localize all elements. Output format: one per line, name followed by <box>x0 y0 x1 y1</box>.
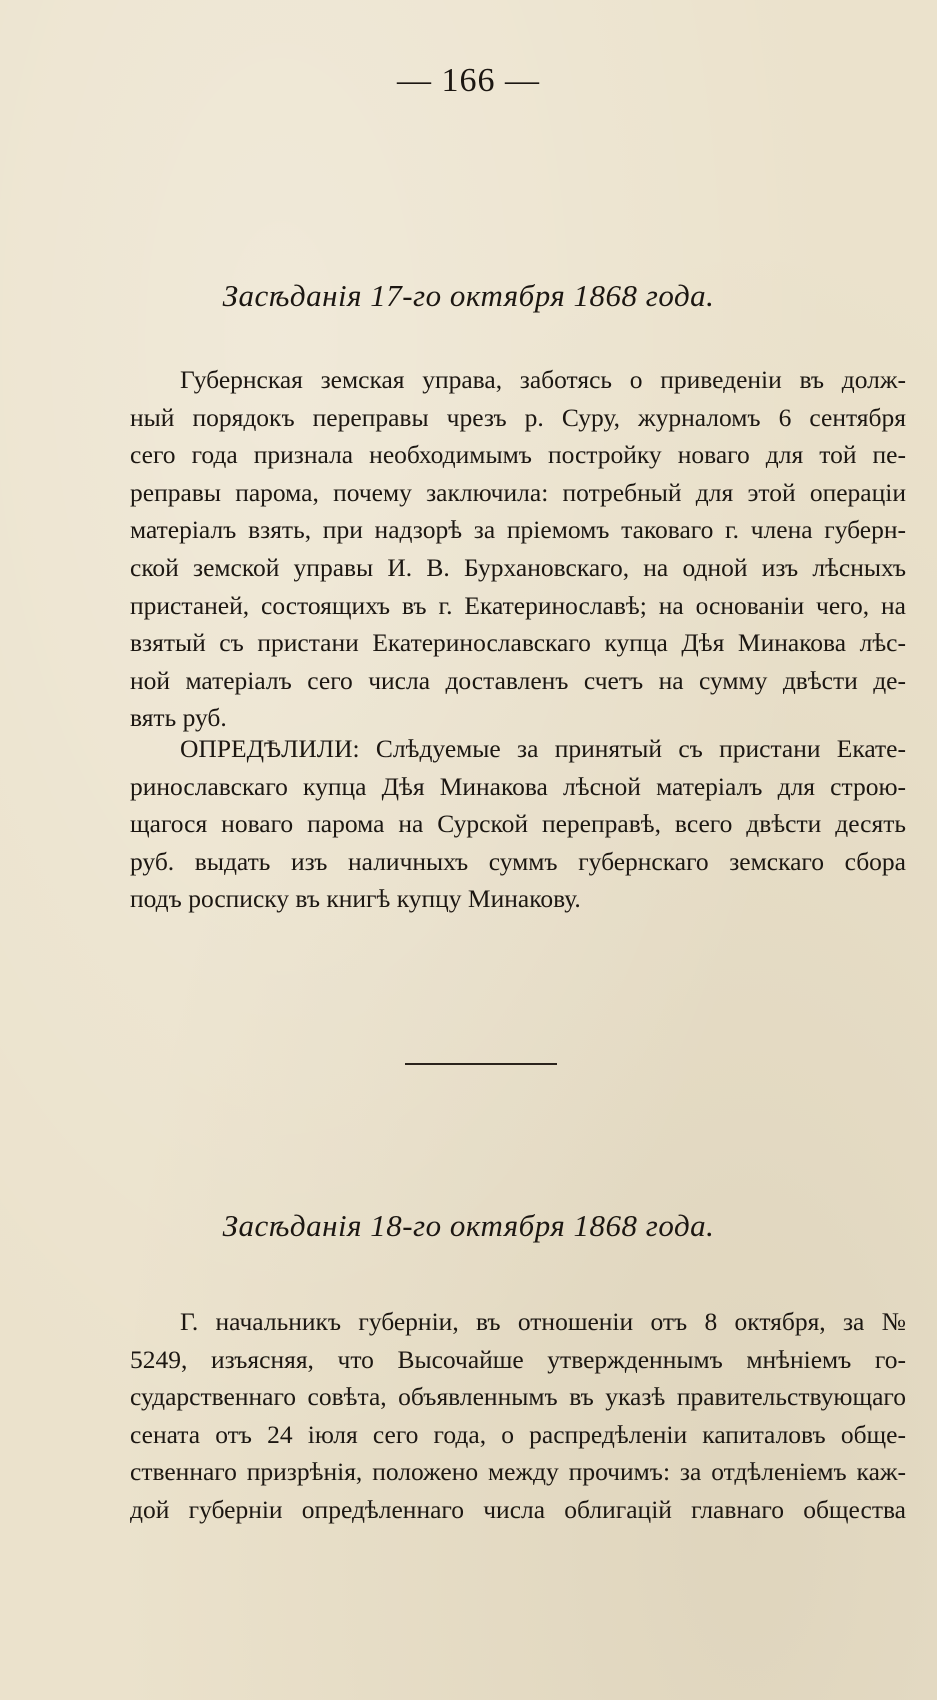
text-line: сената отъ 24 іюля сего года, о распредѣленіи капиталовъ обще- <box>130 1419 906 1449</box>
paragraph-governor-letter <box>130 1303 906 1529</box>
text-line: взятый съ пристани Екатеринославскаго купца Дѣя Минакова лѣс- <box>130 628 906 658</box>
text-line: Губернская земская управа, заботясь о приведеніи въ долж- <box>180 365 906 394</box>
text-line: сударственнаго совѣта, объявленнымъ въ указѣ правительствующаго <box>130 1382 906 1412</box>
text-line: пристаней, состоящихъ въ г. Екатеринославѣ; на основаніи чего, на <box>130 590 906 620</box>
text-line: дой губерніи опредѣленнаго числа облигацій главнаго общества <box>130 1494 906 1524</box>
page-number: — 166 — <box>397 62 540 99</box>
paragraph-board-report <box>130 361 906 737</box>
text-line: ной матеріалъ сего числа доставленъ счетъ на сумму двѣсти де- <box>130 665 906 695</box>
text-line: ный порядокъ переправы чрезъ р. Суру, журналомъ 6 сентября <box>130 402 906 432</box>
text-line: ОПРЕДѢЛИЛИ: Слѣдуемые за принятый съ пристани Екате- <box>180 734 906 763</box>
session-heading-oct-17: Засѣданія 17-го октября 1868 года. <box>222 278 715 313</box>
session-heading-oct-18: Засѣданія 18-го октября 1868 года. <box>222 1208 715 1243</box>
text-line: ственнаго призрѣнія, положено между прочимъ: за отдѣленіемъ каж- <box>130 1457 906 1487</box>
text-line: сего года признала необходимымъ постройку новаго для той пе- <box>130 440 906 470</box>
text-line: подъ росписку въ книгѣ купцу Минакову. <box>130 884 581 914</box>
text-line: 5249, изъясняя, что Высочайше утвержденнымъ мнѣніемъ го- <box>130 1344 906 1374</box>
text-line: ринославскаго купца Дѣя Минакова лѣсной матеріалъ для строю- <box>130 771 906 801</box>
text-line: вять руб. <box>130 703 227 733</box>
section-divider <box>405 1063 557 1065</box>
paragraph-resolution <box>130 730 906 918</box>
text-line: щагося новаго парома на Сурской переправѣ, всего двѣсти десять <box>130 809 906 839</box>
text-line: матеріалъ взять, при надзорѣ за пріемомъ таковаго г. члена губерн- <box>130 515 906 545</box>
text-line: Г. начальникъ губерніи, въ отношеніи отъ 8 октября, за № <box>180 1307 906 1336</box>
text-line: реправы парома, почему заключила: потребный для этой операціи <box>130 477 906 507</box>
text-line: руб. выдать изъ наличныхъ суммъ губернскаго земскаго сбора <box>130 846 906 876</box>
text-line: ской земской управы И. В. Бурхановскаго, на одной изъ лѣсныхъ <box>130 552 906 582</box>
